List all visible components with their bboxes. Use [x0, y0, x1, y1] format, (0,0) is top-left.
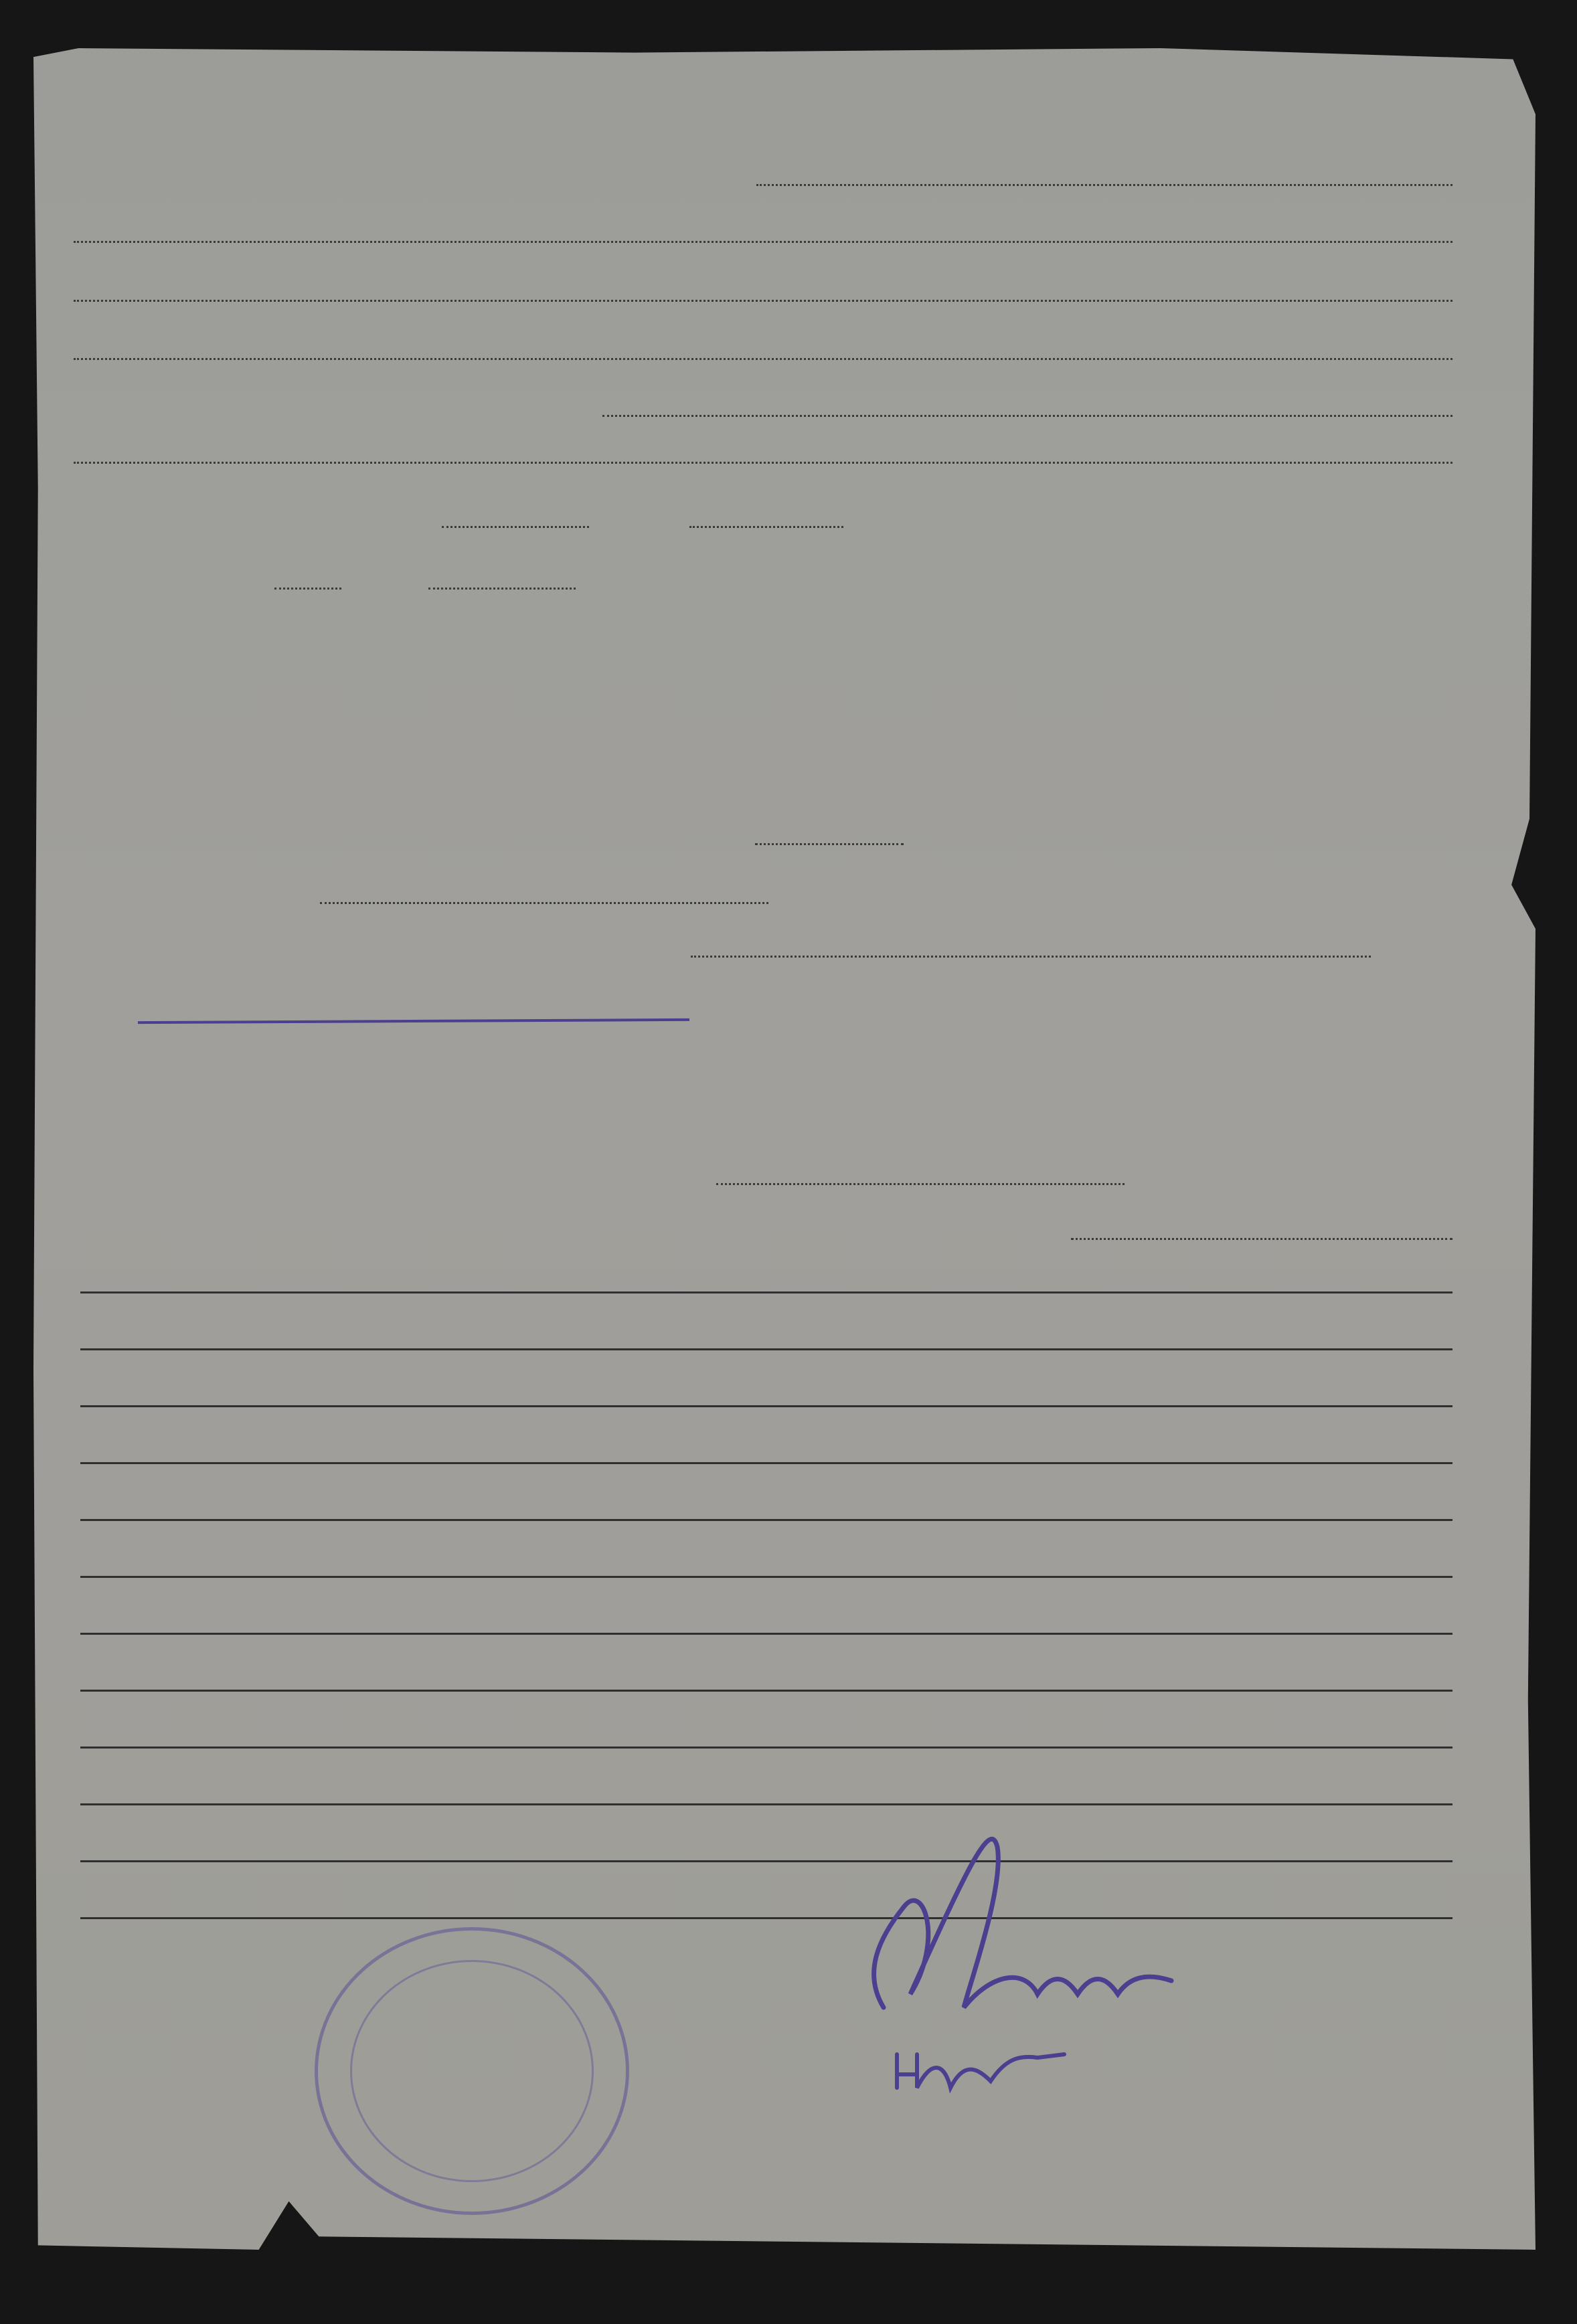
document-sheet: [33, 48, 1536, 2250]
rule-10: [80, 1803, 1452, 1805]
rule-6: [80, 1576, 1452, 1578]
item-15-line-2: [74, 241, 1452, 243]
rule-11: [80, 1860, 1452, 1862]
item-17-order-line: [428, 588, 576, 590]
rule-1: [80, 1291, 1452, 1293]
item-15-line-1: [756, 184, 1452, 186]
rule-8: [80, 1690, 1452, 1692]
rule-7: [80, 1633, 1452, 1635]
leave-climate-line: [320, 902, 768, 904]
secretary-signature: [890, 2034, 1071, 2108]
rule-5: [80, 1519, 1452, 1521]
chairman-signature: [837, 1807, 1212, 2048]
official-stamp: [315, 1927, 629, 2215]
item-17-article-line: [442, 526, 589, 528]
rule-4: [80, 1462, 1452, 1464]
rule-2: [80, 1348, 1452, 1350]
leave-months-line: [755, 843, 904, 845]
item-20-answer-line: [716, 1183, 1125, 1185]
official-stamp-inner-ring: [350, 1960, 594, 2182]
item-17-year-line: [274, 588, 341, 590]
item-16-line-2: [74, 462, 1452, 464]
rule-9: [80, 1747, 1452, 1749]
rule-12: [80, 1917, 1452, 1919]
item-17-graph-line: [689, 526, 843, 528]
rest-days-line: [691, 956, 1371, 958]
item-15-line-3: [74, 300, 1452, 302]
item-15-line-4: [74, 358, 1452, 360]
item-20-line-1: [1071, 1238, 1452, 1240]
rule-3: [80, 1405, 1452, 1407]
item-16-line-1: [602, 415, 1452, 417]
